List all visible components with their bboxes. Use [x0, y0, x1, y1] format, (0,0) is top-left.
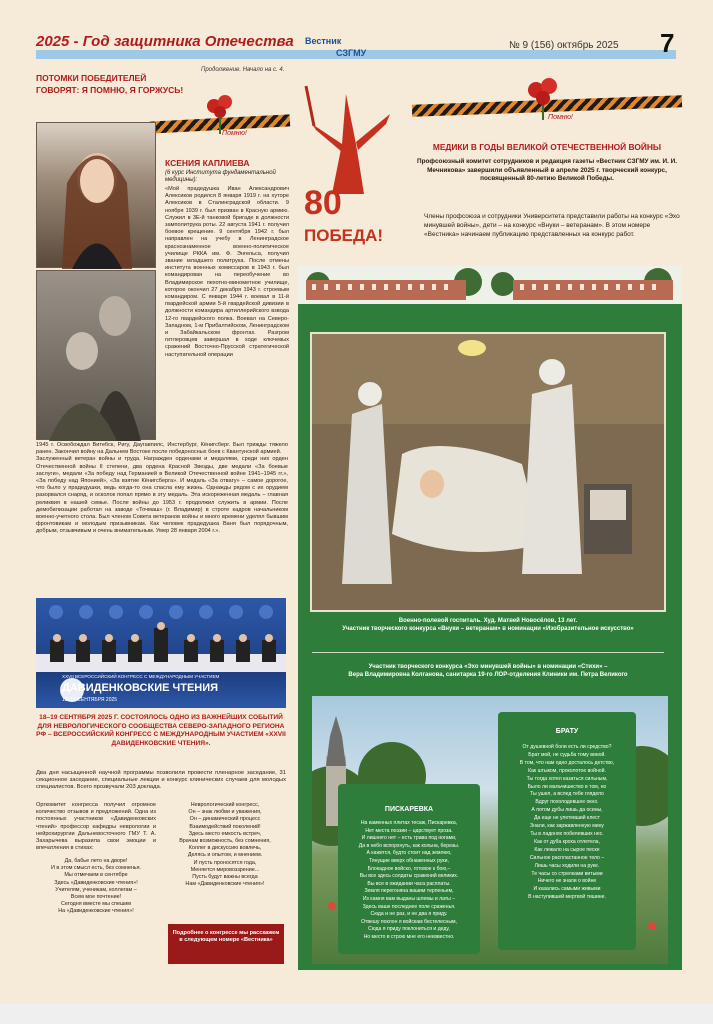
event-lead: Два дня насыщенной научной программы позволили провести пленарное заседание, 31 секционное заседание, специальные лекции и конкурс клинических случаев для молодых специалистов. Всего прозвучали 203 доклада. [36, 770, 286, 791]
event-body: Оргкомитет конгресса получил огромное количество отзывов и предложений. Одна из постоянных участников «Давиденковских чтений» профессор кафедры неврологии и нейрохирургии Дальневосточного ГМУ Т. А. Захарычева выразила свои эмоции и впечатления в стихах: [36, 802, 156, 852]
portrait-photo [36, 122, 156, 268]
banner-dates: 18–19 СЕНТЯБРЯ 2025 [62, 697, 118, 703]
poetry-caption: Участник творческого конкурса «Эхо минувшей войны» в номинации «Стихи» – Вера Владимировна Колганова, санитарка 19-го ЛОР-отделения Клиники им. Петра Великого [348, 664, 628, 678]
author-name: КСЕНИЯ КАПЛИЕВА [165, 158, 250, 168]
caption-divider [312, 652, 664, 653]
article-subtitle: Профсоюзный комитет сотрудников и редакция газеты «Вестник СЗГМУ им. И. И. Мечникова» завершили объявленный в апреле 2025 г. творческий конкурс, посвященный 80-летию Великой Победы. [417, 158, 677, 183]
issue-number: № 9 (156) октябрь 2025 [509, 40, 619, 51]
page-number: 7 [660, 28, 675, 58]
banner-caption: XXVII ВСЕРОССИЙСКИЙ КОНГРЕСС С МЕЖДУНАРОДНЫМ УЧАСТИЕМ [62, 674, 220, 679]
event-more-text: Подробнее о конгрессе мы расскажем в следующем номере «Вестника» [172, 930, 280, 944]
article-column: «Мой прадедушка Иван Александрович Алексиков родился 8 января 1919 г. на хуторе Алексиков в Сталинградской области. 9 ноября 1939 г. был призван в Красную армию. Служил в 3Е-й танковой бригаде в должности замполитрука роты. 22 августа 1941 г. получил боевое крещение. 9 сентября 1942 г. был направлен на учебу в Ленинградское краснознаменное военно-политическое училище РККА им. Ф. Энгельса, получил звание младшего политрука. После отмены института военных комиссаров в 1943 г. был командирован на переобучение во Владимирское пехотно-минометное училище, которое окончил 27 декабря 1943 г. строевым командиром. С января 1944 г. воевал в 11-й гвардейской армии 5-й гвардейской дивизии в должности командира артиллерийского взвода 12-го гвардейского полка. Воевал на Северо-Западном, 1-м Прибалтийском, Ленинградском и Забайкальском фронтах. Разгром гитлеровцев завершал в ходе ключевых сражений Восточно-Прусской стратегической наступательной операции [165, 186, 289, 358]
poem2-title: БРАТУ [555, 728, 579, 735]
university-building [298, 266, 682, 304]
painting-caption: Военно-полевой госпиталь. Худ. Матвей Новосёлов, 13 лет. Участник творческого конкурса «Внуки – ветеранам» в номинации «Изобразительное искусство» [342, 618, 634, 632]
bottom-stripe [0, 1004, 713, 1024]
continued-note: Продолжение. Начало на с. 4. [201, 67, 285, 73]
article-intro: Члены профсоюза и сотрудники Университета представили работы на конкурс «Эхо минувшей войны», дети – на конкурс «Внуки – ветеранам». В этом номере «Вестника» начинаем публикацию представленных на конкурс работ. [424, 213, 680, 238]
emblem-word: ПОБЕДА! [304, 226, 384, 245]
logo-line1: Вестник [305, 36, 342, 46]
archive-photo [36, 270, 156, 440]
badge-text-right: Помню! [548, 114, 573, 121]
author-info: (6 курс Института фундаментальной медицины): [165, 170, 276, 183]
poem1-title: ПИСКАРЕВКА [384, 806, 434, 813]
section-title: 2025 - Год защитника Отечества [36, 33, 294, 50]
poem2-text: От душевной боли есть ли средство? Брат мой, не судьба тому виной. В том, что нам одно досталось детство, Как штыком, проколотое войной. Ты тогда хотел казаться сильным, Было ли мальчишество в том, но Ты ушел, а вслед тебе глядело Вдруг похолодевшее окно. А потом дубы лишь да осины, Да еще не улетевший клест Знали, как заржавленную мину Ты в ладонях побелевших нес. Как от дуба кроха отлетела, Как лежало на сырое песке Сильное распластанное тело – Лишь часы ходили на руке. Те часы со стрелками витыми Ничего не знали о войне И казались самыми живыми В наступившей мертвой тишине. [519, 744, 615, 901]
event-poem-2: Неврологический конгресс, Он – знак любви и уважения, Он – динамический процесс Взаимодействий поколений! Здесь место емкость встреч, Врачам возможность, без сомнения, Коллег в дискуссию вовлечь, Делясь и опытом, и мнением. И пусть проносятся года, Меняется мировоззрение... Пусть будут важны всегда Нам «Давиденковские чтения»! [179, 802, 271, 888]
badge-text: Помню! [222, 130, 247, 137]
emblem-number: 80 [304, 184, 342, 222]
kicker-heading: ПОТОМКИ ПОБЕДИТЕЛЕЙ ГОВОРЯТ: Я ПОМНЮ, Я ГОРЖУСЬ! [36, 73, 184, 95]
poem1-text: На каменных плитах тесаж, Пискаревка, Нет места поэзии – царствует проза. И лишнего нет – есть травa под ногами, Да в небо вспорхнуть, как кольна, березы. А кажется, будто стоит над землею, Тянущие вверх обнаженных руки, Блокадное войско, готовое к бою,– Вы все здесь солдаты сражений великих. Вы все в ожидании часа расплаты. Земля перегоняна вашим терпеньем, Из камня вам выданы шлемы и латы – Здесь ваше последнее поле сраженья. Сюда и не раз, и не два я приду. Отвешу поклон я войскам бестелесным, Сюда я приду поклониться и деду, Но место в строю мне его неизвестно. [358, 820, 460, 940]
article-title: МЕДИКИ В ГОДЫ ВЕЛИКОЙ ОТЕЧЕСТВЕННОЙ ВОЙНЫ [432, 142, 662, 152]
logo-line2: СЗГМУ [336, 48, 367, 58]
event-title: 18–19 СЕНТЯБРЯ 2025 Г. СОСТОЯЛОСЬ ОДНО ИЗ ВАЖНЕЙШИХ СОБЫТИЙ ДЛЯ НЕВРОЛОГИЧЕСКОГО СООБЩЕСТВА СЕВЕРО-ЗАПАДНОГО РЕГИОНА РФ – ВСЕРОССИЙСКИЙ КОНГРЕСС С МЕЖДУНАРОДНЫМ УЧАСТИЕМ «XXVII ДАВИДЕНКОВСКИЕ ЧТЕНИЯ». [36, 714, 286, 747]
article-full-width: 1945 г. Освобождал Витебск, Ригу, Даугавпилс, Инстербург, Кёнигсберг. Был трижды тяжело ранен. Закончил войну на Дальнем Востоке после победоносных боев с Квантунской армией. Заслуженный ветеран войны и труда. Награжден орденами и медалями, среди них орден Отечественной войны II степени, два ордена Красной Звезды, две медали «За боевые заслуги», медали «За победу над Германией в Великой Отечественной войне 1941–1945 гг.», «За победу над Японией», «За взятие Кёнигсберга». И медаль «За отвагу» – самое дорогое, что было у прадедушки, ведь когда-то она спасла ему жизнь. Однажды рядом с их орудием разорвался снаряд, и осколок попал прямо в эту медаль. Эта искореженная медаль – главная реликвия в нашей семье. После войны до 1953 г. продолжил служить в армии. После демобилизации работал на заводе «Точмаш» (г. Владимир) в строте кадров начальником военно-учетного стола. Был членом Совета ветеранов войны и много времени уделял бывшим фронтовикам и молодым призывникам. Как человек прадедушка Ваня был порядочным, добрым, отзывчивым и очень внимательным. Умер 28 января 2004 г.». [36, 442, 288, 535]
banner-title: ДАВИДЕНКОВСКИЕ ЧТЕНИЯ [62, 682, 219, 694]
painting-frame [310, 332, 666, 612]
event-poem-1: Да, бабье лето на дворе! И в этом смысл есть, без сомненья. Мы отмечаем в сентябре Здесь «Давиденковские чтения»! Учителям, ученикам, коллегам – Всем мое почтение! Сегодня вместе мы спешим На «Давиденковские чтения»! [50, 858, 142, 915]
